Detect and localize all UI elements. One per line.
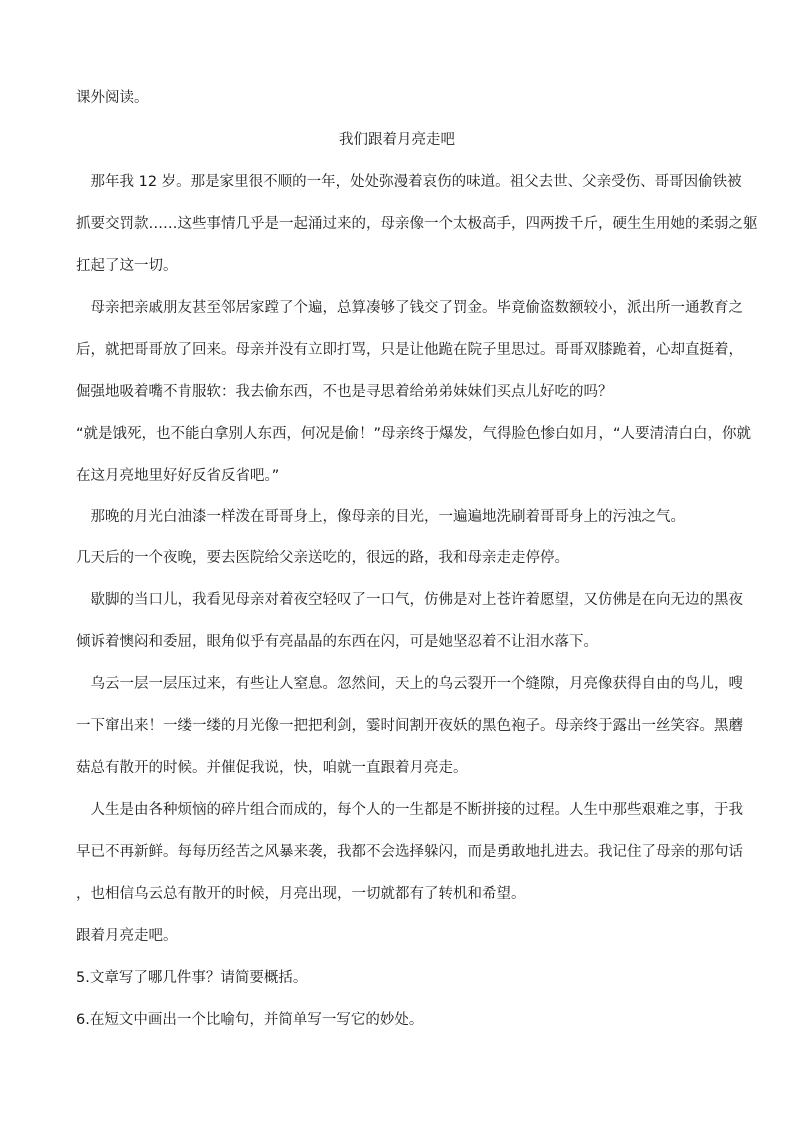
paragraph-line: 早已不再新鲜。每每历经苦之风暴来袭，我都不会选择躲闪，而是勇敢地扎进去。我记住了母亲的那句话 [76,844,743,860]
paragraph-line: 那晚的月光白油漆一样泼在哥哥身上，像母亲的目光，一遍遍地洗刷着哥哥身上的污浊之气。 [76,509,685,525]
paragraph-line: 乌云一层一层压过来，有些让人窒息。忽然间，天上的乌云裂开一个缝隙，月亮像获得自由的鸟儿，嗖 [76,676,743,692]
closing-line: 跟着月亮走吧。 [76,928,178,944]
passage-title: 我们跟着月亮走吧 [339,132,455,148]
paragraph-line: 倔强地吸着嘴不肯服软：我去偷东西，不也是寻思着给弟弟妹妹们买点儿好吃的吗？ [76,384,613,400]
paragraph-line: 菇总有散开的时候。并催促我说，快，咱就一直跟着月亮走。 [76,760,468,776]
question-6: 6.在短文中画出一个比喻句，并简单写一写它的妙处。 [76,1012,424,1028]
question-5: 5.文章写了哪几件事？请简要概括。 [76,970,308,986]
paragraph-line: 几天后的一个夜晚，要去医院给父亲送吃的，很远的路，我和母亲走走停停。 [76,550,569,566]
intro-label: 课外阅读。 [76,90,149,106]
paragraph-line: 在这月亮地里好好反省反省吧。” [76,468,280,484]
paragraph-line: “就是饿死，也不能白拿别人东西，何况是偷！”母亲终于爆发，气得脸色惨白如月，“人要清清白白，你就 [76,426,752,442]
paragraph-line: 抓要交罚款……这些事情几乎是一起涌过来的，母亲像一个太极高手，四两拨千斤，硬生生用她的柔弱之躯 [76,216,758,232]
paragraph-line: 歇脚的当口儿，我看见母亲对着夜空轻叹了一口气，仿佛是对上苍许着愿望，又仿佛是在向无边的黑夜 [76,592,743,608]
paragraph-line: 扛起了这一切。 [76,258,178,274]
paragraph-line: 那年我 12 岁。那是家里很不顺的一年，处处弥漫着哀伤的味道。祖父去世、父亲受伤、哥哥因偷铁被 [76,174,742,190]
paragraph-line: 人生是由各种烦恼的碎片组合而成的，每个人的一生都是不断拼接的过程。人生中那些艰难之事，于我 [76,802,743,818]
paragraph-line: 一下窜出来！一缕一缕的月光像一把把利剑，霎时间割开夜妖的黑色袍子。母亲终于露出一丝笑容。黑蘑 [76,718,743,734]
paragraph-line: 母亲把亲戚朋友甚至邻居家蹚了个遍，总算凑够了钱交了罚金。毕竟偷盗数额较小，派出所一通教育之 [76,300,743,316]
paragraph-line: 后，就把哥哥放了回来。母亲并没有立即打骂，只是让他跪在院子里思过。哥哥双膝跪着，心却直挺着， [76,342,743,358]
paragraph-line: 倾诉着懊闷和委屈，眼角似乎有亮晶晶的东西在闪，可是她坚忍着不让泪水落下。 [76,634,598,650]
paragraph-line: ，也相信乌云总有散开的时候，月亮出现，一切就都有了转机和希望。 [76,886,526,902]
